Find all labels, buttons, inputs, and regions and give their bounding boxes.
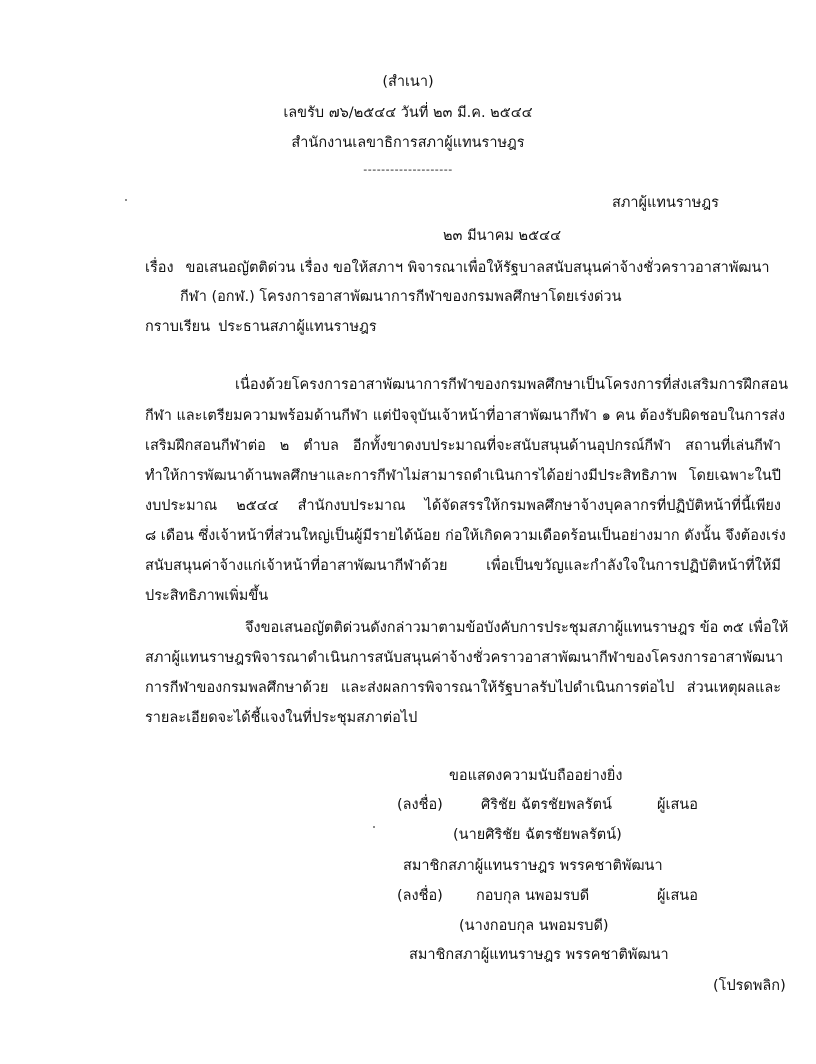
- paragraph-1-line-3: เสริมฝึกสอนกีฬาต่อ ๒ ตำบล อีกทั้งขาดงบประมาณที่จะสนับสนุนด้านอุปกรณ์กีฬา สถานที่เล่นกีฬา: [145, 438, 781, 454]
- turn-over-note: (โปรดพลิก): [713, 978, 786, 994]
- sender-name: สภาผู้แทนราษฎร: [612, 195, 719, 211]
- signer-1-role: ผู้เสนอ: [657, 797, 698, 813]
- letter-date: ๒๓ มีนาคม ๒๕๔๔: [443, 228, 562, 244]
- signer-2-affiliation: สมาชิกสภาผู้แทนราษฎร พรรคชาติพัฒนา: [409, 947, 669, 963]
- signer-1-sign-label: (ลงชื่อ): [397, 797, 443, 813]
- receipt-number-line: เลขรับ ๗๖/๒๕๔๔ วันที่ ๒๓ มี.ค. ๒๕๔๔: [283, 105, 533, 121]
- paragraph-1-line-6: ๘ เดือน ซึ่งเจ้าหน้าที่ส่วนใหญ่เป็นผู้มีรายได้น้อย ก่อให้เกิดความเดือดร้อนเป็นอย่างมาก ดังนั้น จึงต้องเร่ง: [145, 528, 786, 544]
- salutation-line: [145, 320, 377, 335]
- scan-speck: [125, 199, 127, 201]
- paragraph-2-line-3: การกีฬาของกรมพลศึกษาด้วย และส่งผลการพิจารณาให้รัฐบาลรับไปดำเนินการต่อไป ส่วนเหตุผลและ: [145, 680, 781, 696]
- subject-label: เรื่อง: [145, 260, 174, 276]
- paragraph-2-line-1: จึงขอเสนอญัตติด่วนดังกล่าวมาตามข้อบังคับการประชุมสภาผู้แทนราษฎร ข้อ ๓๕ เพื่อให้: [245, 620, 789, 636]
- salutation-recipient: ประธานสภาผู้แทนราษฎร: [218, 319, 377, 335]
- header-divider: --------------------: [363, 163, 453, 176]
- paragraph-1-line-4: ทำให้การพัฒนาด้านพลศึกษาและการกีฬาไม่สามารถดำเนินการได้อย่างมีประสิทธิภาพ โดยเฉพาะในปี: [145, 468, 781, 484]
- signer-2-full-name: (นางกอบกุล นพอมรบดี): [459, 918, 609, 934]
- office-name: สำนักงานเลขาธิการสภาผู้แทนราษฎร: [291, 135, 525, 151]
- paragraph-2-line-2: สภาผู้แทนราษฎรพิจารณาดำเนินการสนับสนุนค่าจ้างชั่วคราวอาสาพัฒนากีฬาของโครงการอาสาพัฒนา: [145, 650, 784, 666]
- subject-text-2: กีฬา (อกฬ.) โครงการอาสาพัฒนาการกีฬาของกรมพลศึกษาโดยเร่งด่วน: [180, 289, 622, 305]
- paragraph-1-line-8: ประสิทธิภาพเพิ่มขึ้น: [145, 588, 269, 604]
- signer-2-signature: กอบกุล นพอมรบดี: [476, 888, 590, 904]
- signer-1-signature: ศิริชัย ฉัตรชัยพลรัตน์: [481, 797, 612, 813]
- subject-text-1: ขอเสนอญัตติด่วน เรื่อง ขอให้สภาฯ พิจารณาเพื่อให้รัฐบาลสนับสนุนค่าจ้างชั่วคราวอาสาพัฒนา: [185, 260, 770, 276]
- paragraph-1-line-5: งบประมาณ ๒๕๔๔ สำนักงบประมาณ ได้จัดสรรให้กรมพลศึกษาจ้างบุคลากรที่ปฏิบัติหน้าที่นี้เพียง: [145, 498, 781, 514]
- paragraph-1-line-7: สนับสนุนค่าจ้างแก่เจ้าหน้าที่อาสาพัฒนากีฬาด้วย เพื่อเป็นขวัญและกำลังใจในการปฏิบัติหน้าที่ให้มี: [145, 558, 781, 574]
- subject-line: [145, 261, 781, 276]
- signer-1-affiliation: สมาชิกสภาผู้แทนราษฎร พรรคชาติพัฒนา: [403, 858, 663, 874]
- paragraph-1-line-2: กีฬา และเตรียมความพร้อมด้านกีฬา แต่ปัจจุบันเจ้าหน้าที่อาสาพัฒนากีฬา ๑ คน ต้องรับผิดชอบในการส่ง: [145, 408, 786, 424]
- salutation-label: กราบเรียน: [145, 319, 211, 335]
- signer-2-role: ผู้เสนอ: [657, 888, 698, 904]
- closing-regards: ขอแสดงความนับถืออย่างยิ่ง: [449, 768, 623, 784]
- copy-mark: (สำเนา): [382, 74, 434, 90]
- paragraph-2-line-4: รายละเอียดจะได้ชี้แจงในที่ประชุมสภาต่อไป: [145, 710, 418, 726]
- scan-speck: [373, 826, 375, 828]
- signer-2-sign-label: (ลงชื่อ): [397, 888, 443, 904]
- paragraph-1-line-1: เนื่องด้วยโครงการอาสาพัฒนาการกีฬาของกรมพลศึกษาเป็นโครงการที่ส่งเสริมการฝึกสอน: [235, 377, 789, 393]
- signer-1-full-name: (นายศิริชัย ฉัตรชัยพลรัตน์): [453, 827, 622, 843]
